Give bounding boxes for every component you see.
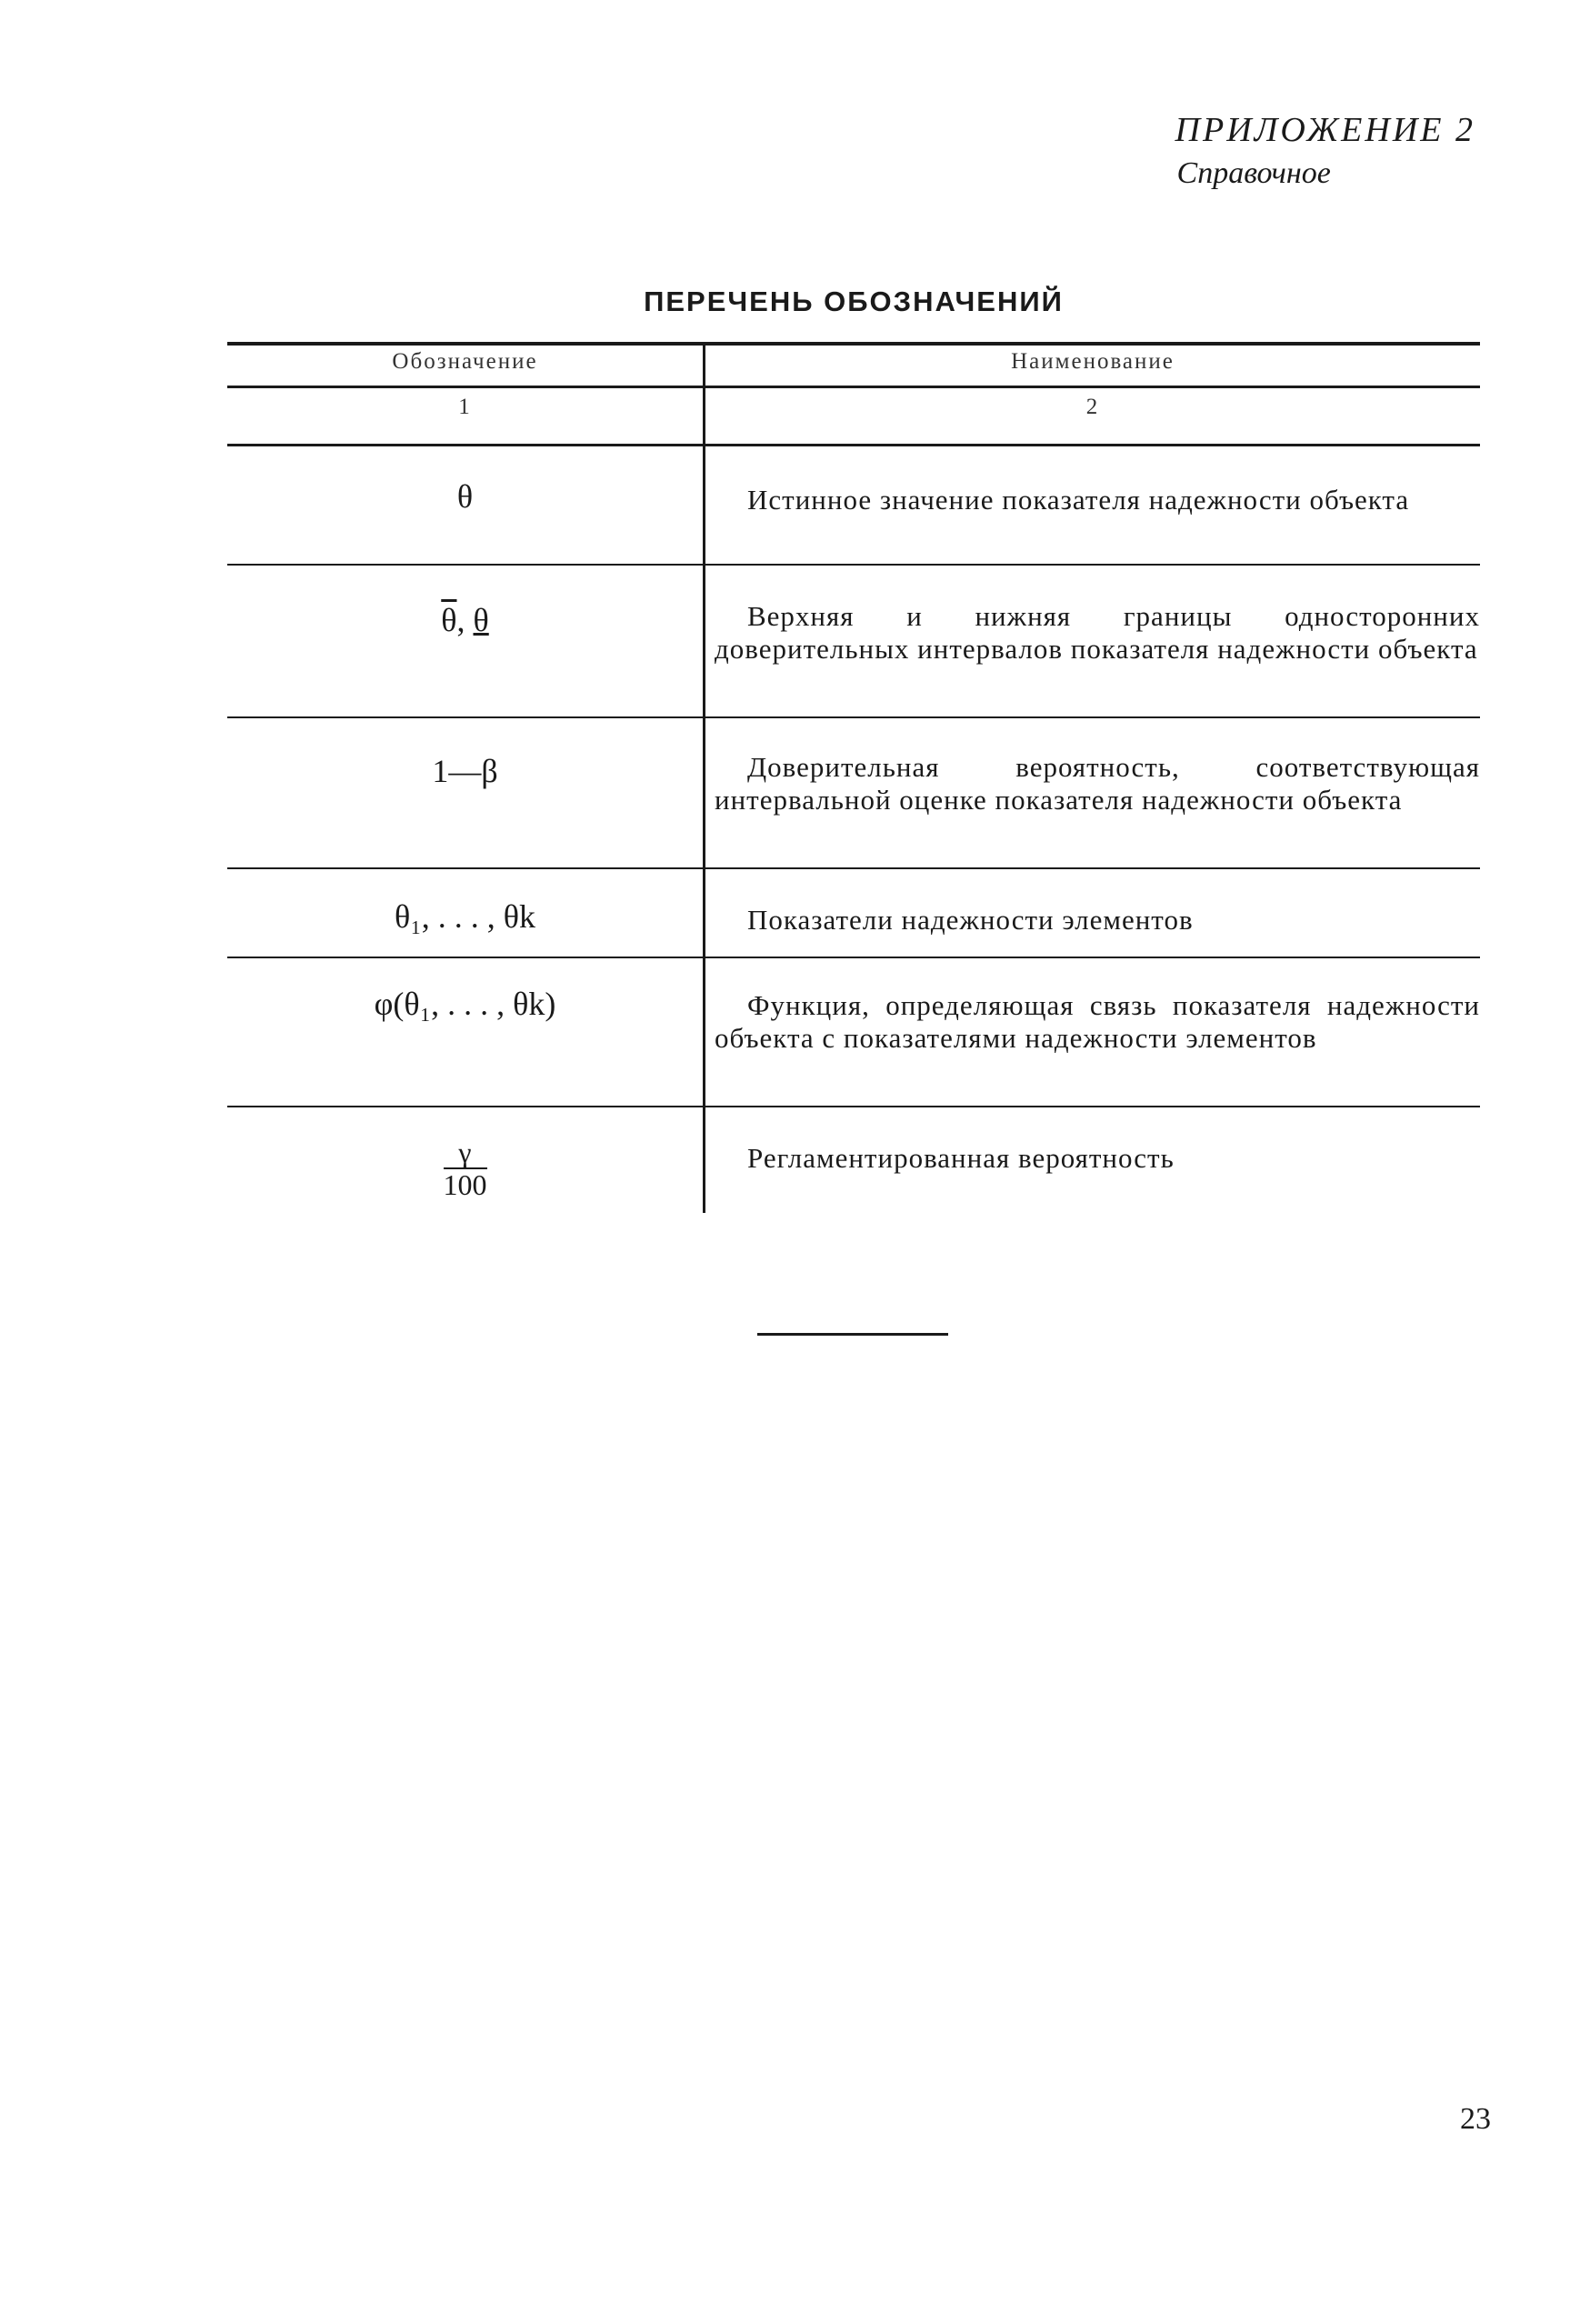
- end-rule: [757, 1333, 948, 1336]
- appendix-heading: [1175, 107, 1475, 195]
- upper-bound-symbol: $\overline{\theta}$: [441, 602, 457, 638]
- row-3-symbol: 1—β: [432, 753, 498, 789]
- row-4-symbol: θ₁, . . . , θk: [394, 898, 536, 935]
- list-title: ПЕРЕЧЕНЬ ОБОЗНАЧЕНИЙ: [644, 285, 1064, 317]
- colnum-1: 1: [458, 395, 472, 419]
- row-1-description: Истинное значение показателя надежности объекта: [747, 484, 1410, 516]
- appendix-subtitle: Справочное: [1176, 156, 1331, 190]
- colnum-2: 2: [1085, 395, 1100, 419]
- table-top-rule: [227, 342, 1480, 346]
- lower-bound-symbol: θ: [473, 602, 489, 638]
- row-rule: [227, 1106, 1480, 1107]
- row-6-description: Регламентированная вероятность: [747, 1142, 1175, 1174]
- fraction: $\frac{\gamma}{100}$: [443, 1136, 487, 1201]
- row-3-description: Доверительная вероятность, соответствующая интервальной оценке показателя надежности объекта: [715, 751, 1480, 816]
- row-1-symbol: θ: [456, 478, 474, 515]
- colnum-rule: [227, 444, 1480, 446]
- header-symbol: Обозначение: [392, 349, 538, 374]
- row-2-symbol: $\overline{\theta}$, θ: [441, 602, 489, 638]
- row-5-description: Функция, определяющая связь показателя надежности объекта с показателями надежности элементов: [715, 989, 1480, 1054]
- header-name: Наименование: [1011, 349, 1175, 374]
- row-rule: [227, 957, 1480, 958]
- row-rule: [227, 716, 1480, 718]
- header-rule: [227, 386, 1480, 388]
- page-number: 23: [1460, 2102, 1491, 2136]
- table-column-divider: [703, 342, 705, 1213]
- row-5-symbol: φ(θ₁, . . . , θk): [374, 986, 556, 1022]
- row-rule: [227, 867, 1480, 869]
- row-6-symbol: [227, 1137, 703, 1202]
- row-2-description: Верхняя и нижняя границы односторонних доверительных интервалов показателя надежности объекта: [715, 600, 1480, 665]
- appendix-title: ПРИЛОЖЕНИЕ 2: [1175, 111, 1475, 149]
- row-rule: [227, 564, 1480, 566]
- row-4-description: Показатели надежности элементов: [747, 904, 1194, 936]
